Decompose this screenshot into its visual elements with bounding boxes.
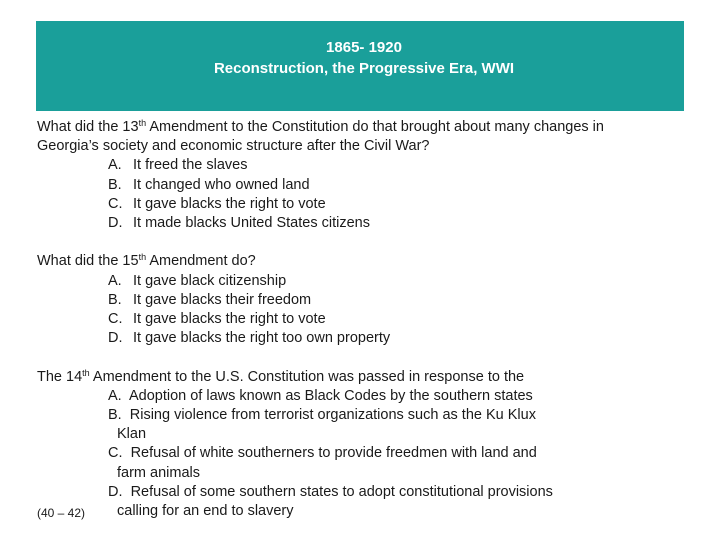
question-1 bbox=[37, 118, 687, 233]
question-2-text: What did the 15th Amendment do? bbox=[37, 252, 256, 270]
question-3 bbox=[37, 368, 687, 502]
option-d: D. It gave blacks the right too own property bbox=[108, 330, 391, 347]
option-c-continued: farm animals bbox=[117, 464, 200, 481]
question-3-text: The 14th Amendment to the U.S. Constitution was passed in response to the bbox=[37, 367, 525, 385]
question-2 bbox=[37, 252, 687, 348]
option-d: D. It made blacks United States citizens bbox=[108, 215, 370, 232]
option-c: C. Refusal of white southerners to provide freedmen with land and bbox=[108, 445, 537, 462]
option-b: B. It changed who owned land bbox=[108, 176, 310, 193]
title-banner bbox=[36, 21, 684, 111]
title-topic: Reconstruction, the Progressive Era, WWI bbox=[213, 60, 515, 77]
option-a: A. It gave black citizenship bbox=[108, 272, 287, 289]
question-1-text-line2: Georgia’s society and economic structure after the Civil War? bbox=[37, 138, 430, 155]
option-a: A. It freed the slaves bbox=[108, 157, 248, 174]
title-years: 1865- 1920 bbox=[326, 39, 402, 56]
option-c: C. It gave blacks the right to vote bbox=[108, 311, 326, 328]
option-b: B. Rising violence from terrorist organizations such as the Ku Klux bbox=[108, 407, 536, 424]
option-a: A. Adoption of laws known as Black Codes by the southern states bbox=[108, 387, 533, 404]
option-d: D. Refusal of some southern states to adopt constitutional provisions bbox=[108, 483, 553, 500]
option-b-continued: Klan bbox=[117, 426, 147, 443]
question-1-text: What did the 13th Amendment to the Constitution do that brought about many changes in bbox=[37, 118, 604, 135]
option-d-continued: calling for an end to slavery bbox=[117, 503, 294, 519]
question-range: (40 – 42) bbox=[37, 506, 86, 520]
option-c: C. It gave blacks the right to vote bbox=[108, 195, 326, 212]
option-b: B. It gave blacks their freedom bbox=[108, 291, 312, 308]
questions bbox=[37, 118, 687, 502]
